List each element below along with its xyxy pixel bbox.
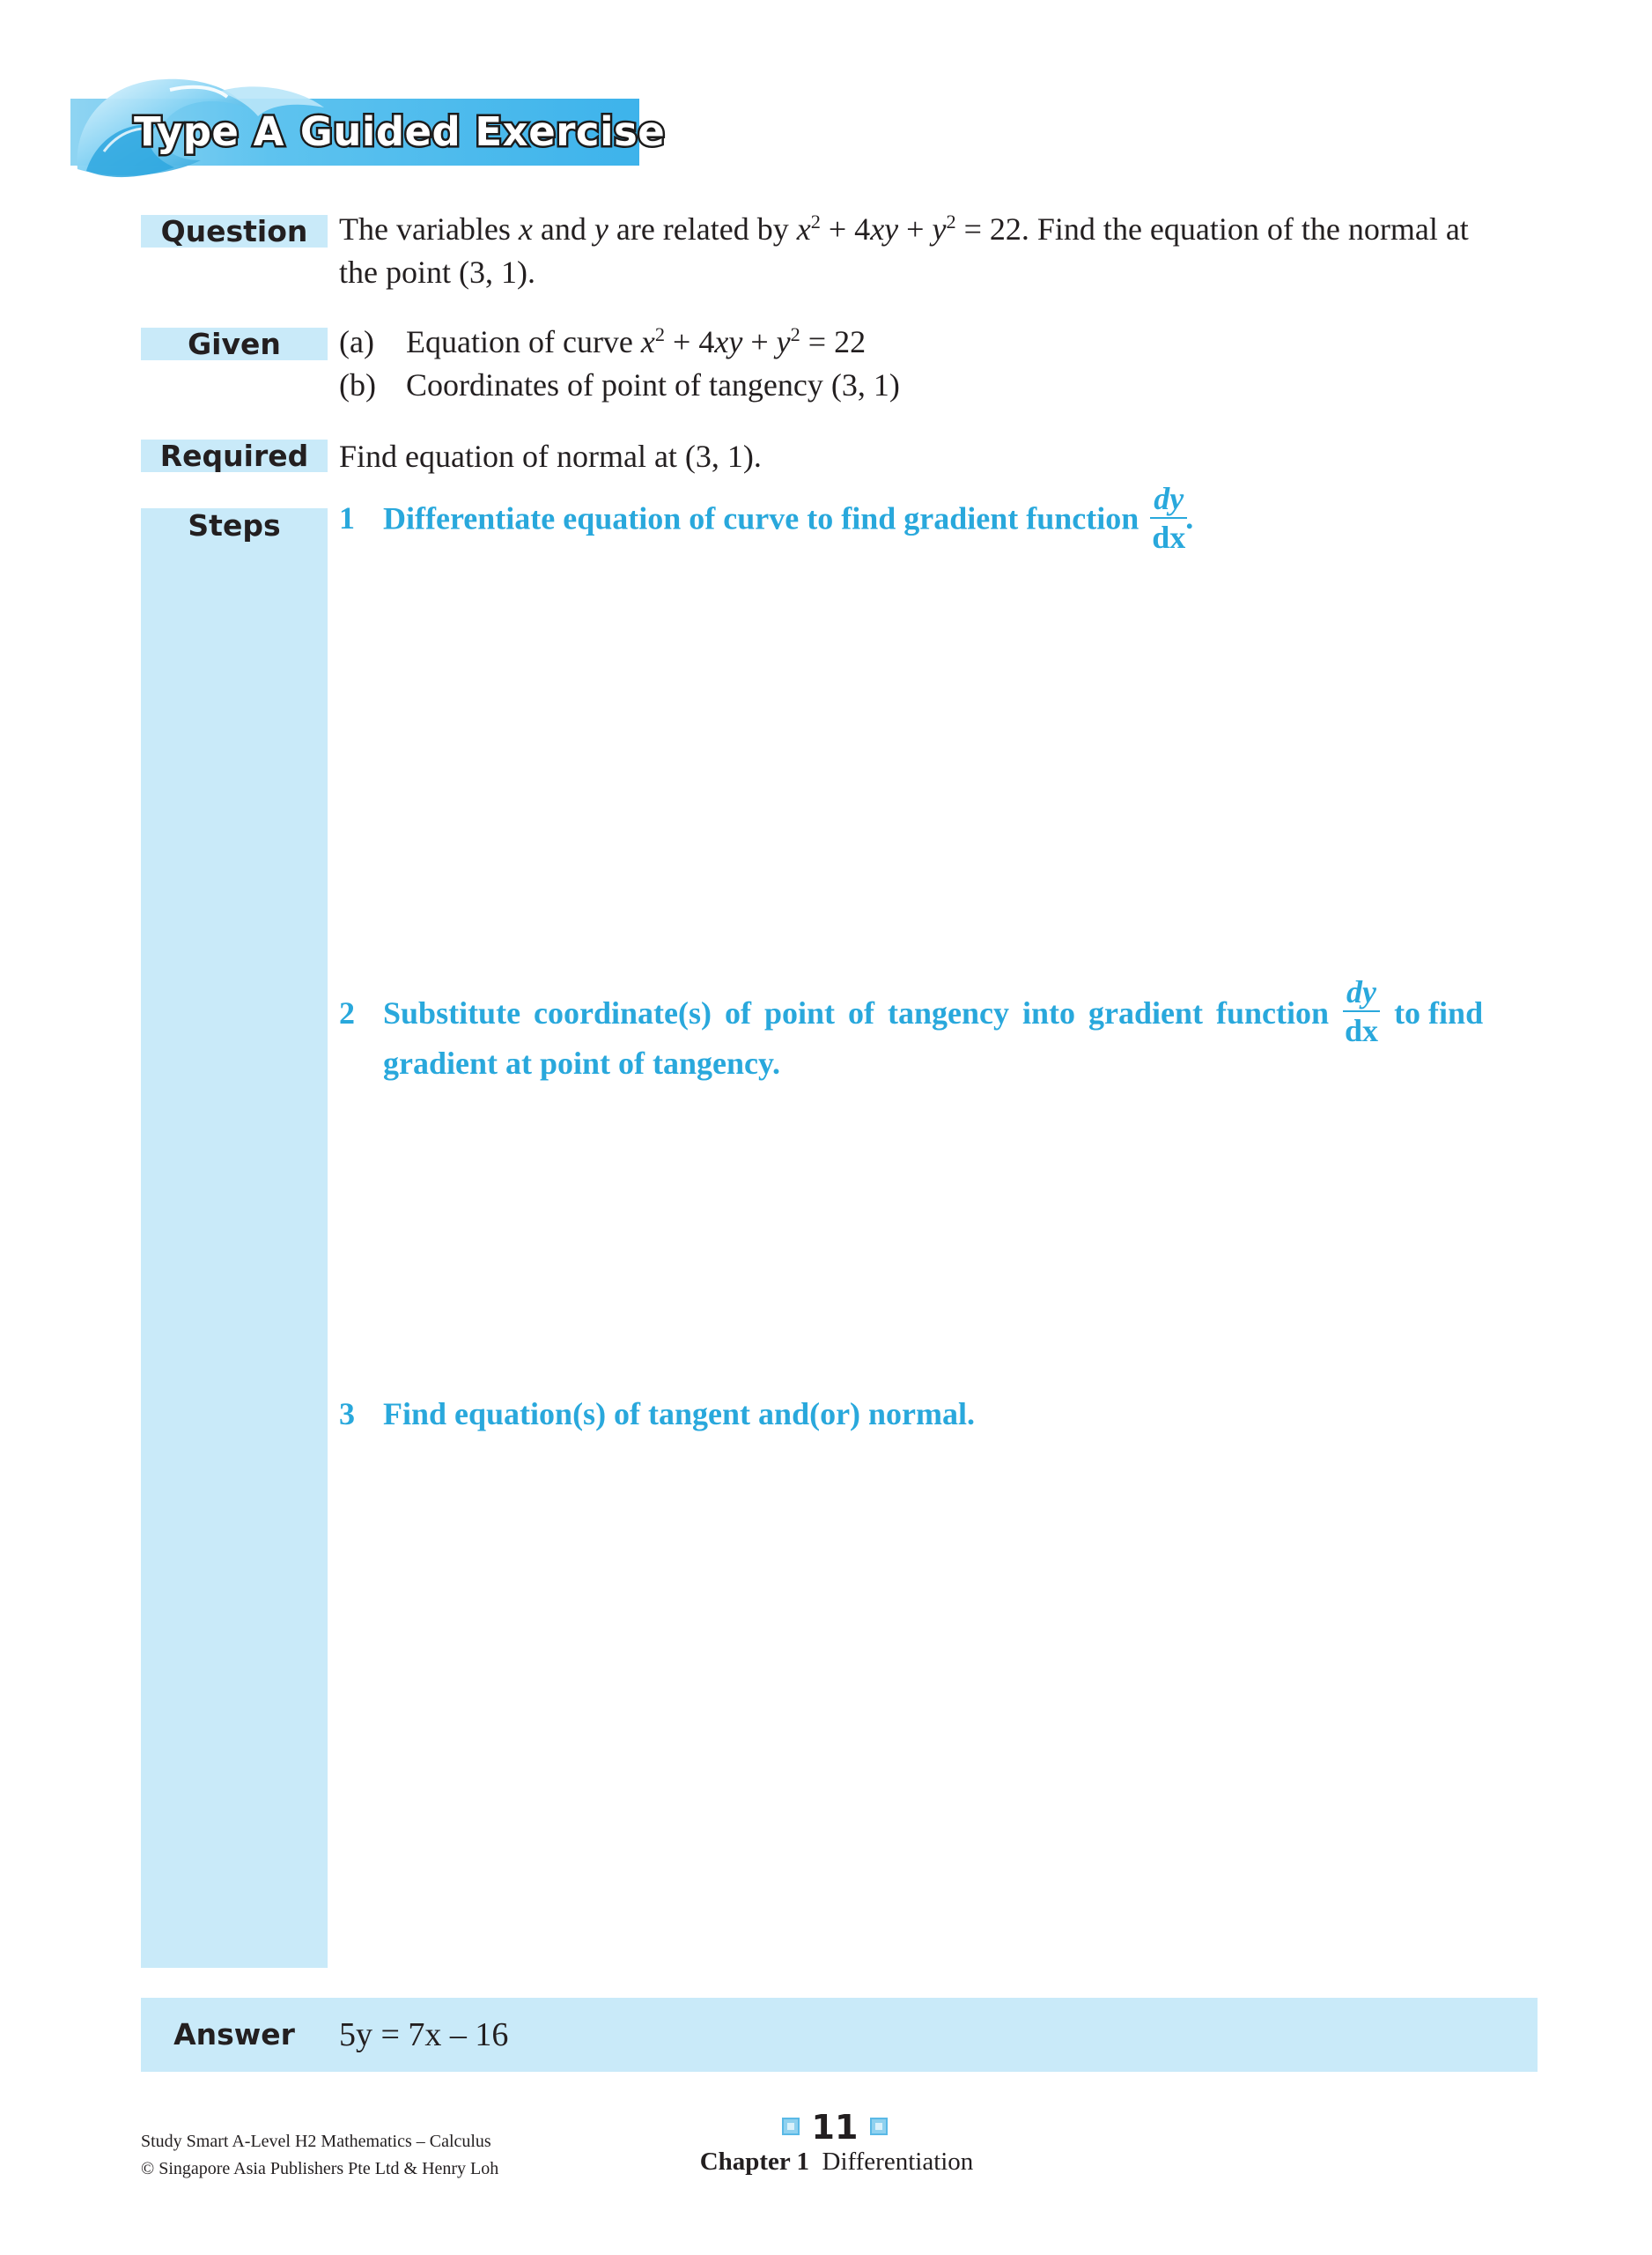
step-2: 2 Substitute coordinate(s) of point of tangency into gradient function $\frac{dy}{dx}$ to find gradient at point of tangency. <box>339 978 1538 1082</box>
chapter-footer <box>616 2144 1057 2179</box>
question-label: Question <box>141 215 328 248</box>
heading-title: Guided Exercise <box>299 108 666 155</box>
dy-dx-fraction: $\frac{dy}{dx}$ <box>1152 481 1186 555</box>
question-equation: $x^2 + 4xy + y^2$ <box>796 211 956 247</box>
chapter-title: Differentiation <box>822 2148 974 2176</box>
given-item-a: (a) Equation of curve $x^2 + 4xy + y^2 = 22$ <box>339 323 867 359</box>
chapter-label: Chapter 1 <box>699 2148 810 2176</box>
steps-column <box>141 508 328 1968</box>
step-2-line-2: gradient at point of tangency. <box>383 1046 781 1081</box>
question-text <box>339 208 1541 294</box>
given-label: Given <box>141 328 328 360</box>
book-credits <box>141 2128 498 2183</box>
step-1: 1 Differentiate equation of curve to find gradient function $\frac{dy}{dx}$ . <box>339 481 1194 555</box>
dy-dx-fraction: $\frac{dy}{dx}$ <box>1345 974 1379 1048</box>
type-label: Type A <box>134 108 284 155</box>
answer-label: Answer <box>173 2017 295 2052</box>
given-equation: $x^2 + 4xy + y^2$ <box>640 323 800 359</box>
page-number: 11 <box>775 2108 895 2147</box>
square-bullet-icon <box>870 2118 888 2135</box>
step-3: 3 Find equation(s) of tangent and(or) normal. <box>339 1396 976 1431</box>
answer-text: 5y = 7x – 16 <box>339 2016 509 2053</box>
required-text: Find equation of normal at (3, 1). <box>339 439 762 474</box>
steps-label: Steps <box>188 508 281 543</box>
question-line-1: The variables x and y are related by $x^2 + 4xy + y^2 = 22$. Find the equation of the normal at <box>339 211 1469 247</box>
book-title: Study Smart A-Level H2 Mathematics – Calculus <box>141 2132 491 2151</box>
given-list <box>339 321 1484 407</box>
square-bullet-icon <box>782 2118 800 2135</box>
question-line-2: the point (3, 1). <box>339 255 535 290</box>
given-item-b: (b) Coordinates of point of tangency (3, 1) <box>339 367 900 403</box>
page-heading <box>134 104 665 160</box>
required-label: Required <box>141 440 328 472</box>
copyright: © Singapore Asia Publishers Pte Ltd & Henry Loh <box>141 2159 499 2178</box>
